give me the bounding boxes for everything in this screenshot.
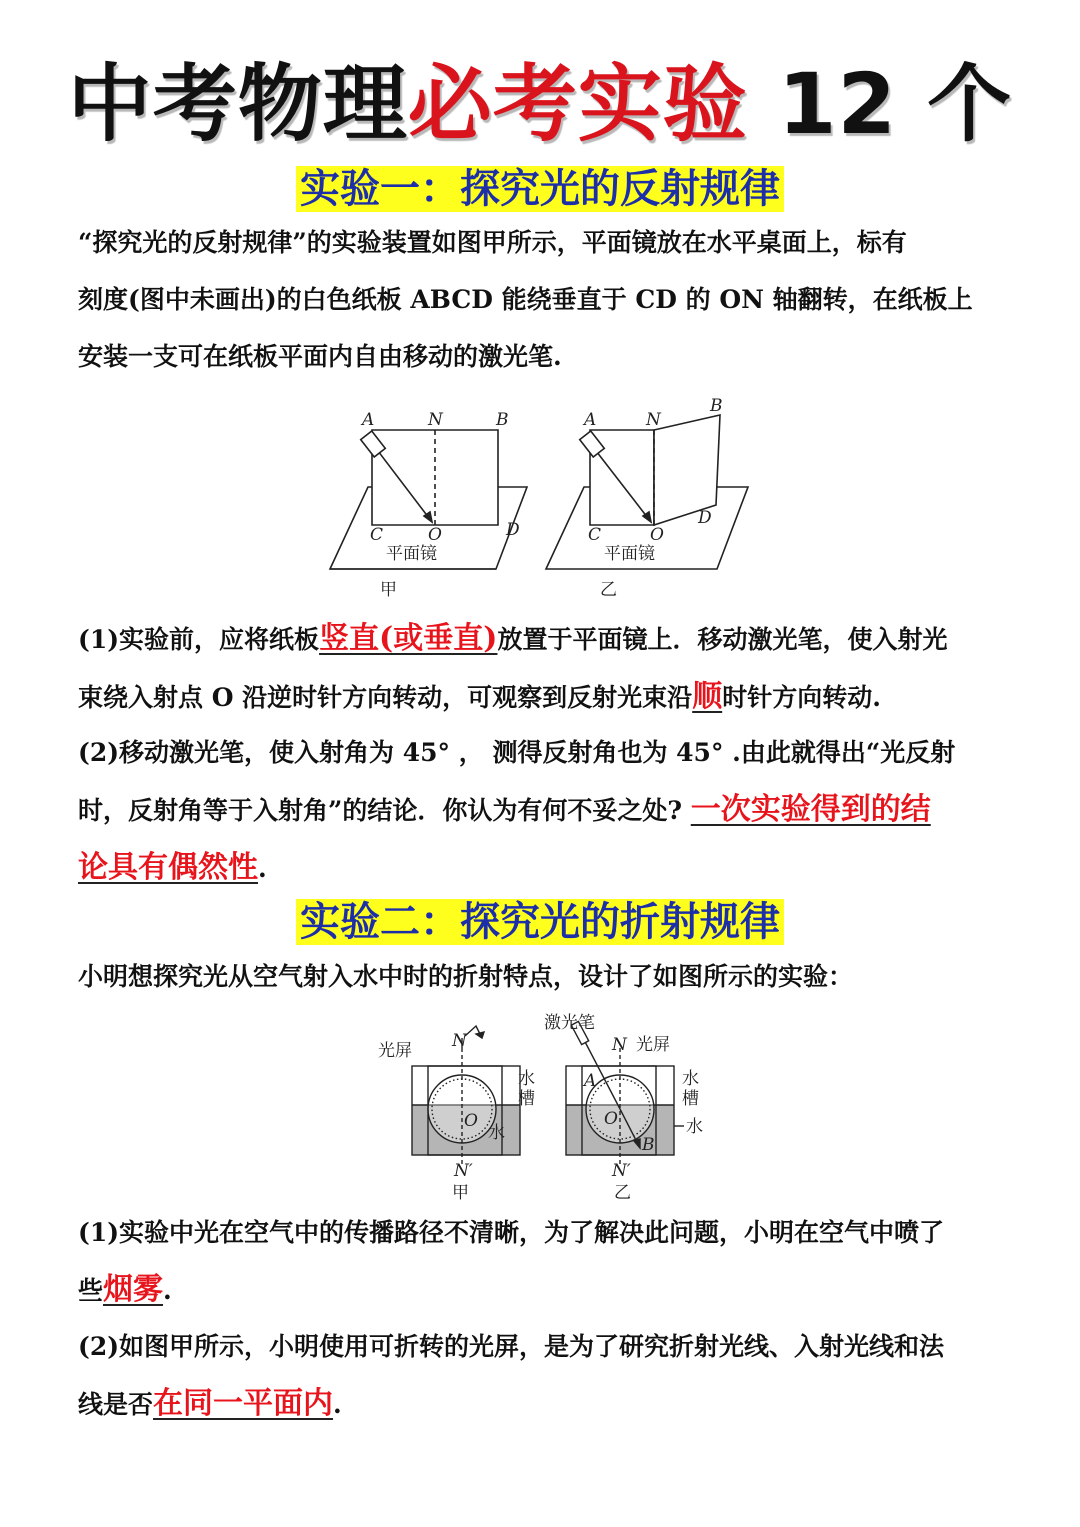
caption-yi-1: 乙 — [600, 580, 617, 600]
label-b-left: B — [496, 410, 509, 430]
label-n-left-2: N — [452, 1031, 467, 1051]
tank-label-right-1: 水 — [682, 1069, 699, 1089]
exp1-q1-line-2 — [78, 668, 1006, 726]
exp1-intro-line: 刻度(图中未画出)的白色纸板 ABCD 能绕垂直于 CD 的 ON 轴翻转，在纸板上 — [78, 285, 973, 314]
title-part-2: 必考实验 — [407, 55, 748, 153]
label-c-left: C — [370, 525, 384, 545]
exp1-heading — [0, 166, 1080, 212]
exp2-q1-text-2: 些 — [78, 1276, 104, 1305]
label-n-right: N — [646, 410, 661, 430]
screen-label-right: 光屏 — [636, 1035, 670, 1055]
exp2-q2-line-1: (2)如图甲所示，小明使用可折转的光屏，是为了研究折射光线、入射光线和法 — [78, 1332, 945, 1361]
exp1-q2-line-3 — [78, 839, 1006, 897]
main-title — [0, 55, 1080, 153]
exp2-q1-text-3: . — [163, 1276, 172, 1305]
water-label-left: 水 — [488, 1123, 505, 1143]
label-b-right: B — [710, 396, 723, 416]
exp1-q1-text-2: 放置于平面镜上．移动激光笔，使入射光 — [497, 625, 948, 654]
exp2-q2 — [78, 1318, 1006, 1433]
exp1-intro-line: “探究光的反射规律”的实验装置如图甲所示，平面镜放在水平桌面上，标有 — [78, 228, 907, 257]
exp1-q2-line-2 — [78, 781, 1006, 839]
exp2-heading — [0, 899, 1080, 945]
exp1-q1-text-1: (1)实验前，应将纸板 — [78, 625, 320, 654]
answer-clockwise: 顺 — [692, 679, 723, 714]
label-a-right: A — [584, 410, 597, 430]
exp2-q1-line-1: (1)实验中光在空气中的传播路径不清晰，为了解决此问题，小明在空气中喷了 — [78, 1218, 945, 1247]
answer-smoke: 烟雾 — [103, 1272, 164, 1307]
exp1-q1 — [78, 610, 1006, 726]
mirror-label-right: 平面镜 — [604, 544, 655, 564]
refraction-figure — [370, 1008, 710, 1204]
label-b-right-2: B — [642, 1135, 655, 1155]
tank-label-left-1: 水 — [518, 1069, 535, 1089]
exp2-q1 — [78, 1204, 1006, 1319]
answer-accidental-2: 论具有偶然性 — [78, 850, 258, 885]
answer-vertical: 竖直(或垂直) — [319, 621, 498, 656]
exp2-q2-line-2 — [78, 1375, 1006, 1433]
exp1-q2 — [78, 724, 1006, 897]
exp2-heading-text: 实验二：探究光的折射规律 — [296, 899, 784, 945]
label-n-left: N — [428, 410, 443, 430]
exp1-q2-text-3: . — [258, 854, 267, 883]
answer-accidental-1: 一次实验得到的结 — [690, 792, 931, 827]
caption-yi-2: 乙 — [614, 1183, 631, 1203]
exp2-q2-text-2: 线是否 — [78, 1390, 154, 1419]
label-n-prime-left: N′ — [454, 1161, 473, 1181]
tank-label-right-2: 槽 — [682, 1089, 699, 1109]
label-o-right: O — [650, 525, 664, 545]
reflection-figure — [320, 395, 760, 605]
exp1-q2-text-2: 时，反射角等于入射角”的结论．你认为有何不妥之处? — [78, 796, 683, 825]
exp1-q1-line-1 — [78, 610, 1006, 668]
exp1-heading-text: 实验一：探究光的反射规律 — [296, 166, 784, 212]
label-o-left: O — [428, 525, 442, 545]
caption-jia-1: 甲 — [380, 580, 397, 600]
exp1-q1-text-3: 束绕入射点 O 沿逆时针方向转动，可观察到反射光束沿 — [78, 683, 693, 712]
title-part-3: 12 个 — [747, 55, 1013, 153]
label-n-prime-right: N′ — [612, 1161, 631, 1181]
answer-same-plane: 在同一平面内 — [153, 1386, 334, 1421]
exp1-intro-line: 安装一支可在纸板平面内自由移动的激光笔. — [78, 342, 562, 371]
label-d-right: D — [698, 508, 712, 528]
exp2-intro: 小明想探究光从空气射入水中时的折射特点，设计了如图所示的实验： — [78, 962, 854, 991]
label-d-left: D — [506, 520, 520, 540]
label-o-left-2: O — [464, 1111, 478, 1131]
screen-label-left: 光屏 — [378, 1041, 412, 1061]
label-n-right-2: N — [612, 1035, 627, 1055]
water-label-right: 水 — [686, 1117, 703, 1137]
exp1-intro — [78, 214, 1006, 385]
mirror-label-left: 平面镜 — [386, 544, 437, 564]
exp1-q1-text-4: 时针方向转动. — [722, 683, 881, 712]
label-c-right: C — [588, 525, 602, 545]
label-a-right-2: A — [584, 1071, 597, 1091]
label-o-right-2: O — [604, 1109, 618, 1129]
label-a-left: A — [362, 410, 375, 430]
exp2-q1-line-2 — [78, 1261, 1006, 1319]
caption-jia-2: 甲 — [452, 1183, 469, 1203]
exp2-q2-text-3: . — [333, 1390, 342, 1419]
exp1-q2-line-1: (2)移动激光笔，使入射角为 45° ， 测得反射角也为 45° .由此就得出“光反射 — [78, 738, 956, 767]
tank-label-left-2: 槽 — [518, 1089, 535, 1109]
laser-label: 激光笔 — [544, 1013, 595, 1033]
title-part-1: 中考物理 — [67, 55, 408, 153]
